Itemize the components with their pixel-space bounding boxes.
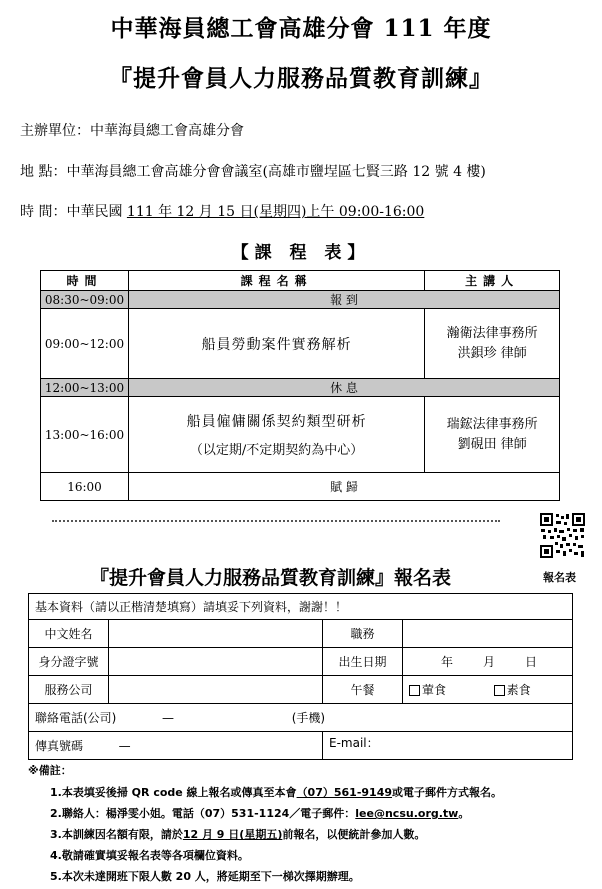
speaker-name: 洪鋇珍 律師	[457, 345, 527, 361]
birth-field[interactable]	[402, 648, 572, 676]
time-value: 111 年 12 月 15 日(星期四)上午 09:00-16:00	[126, 204, 425, 220]
time-prefix: 中華民國	[66, 204, 127, 220]
row-speaker	[425, 397, 560, 473]
row-speaker	[425, 309, 560, 379]
cut-line	[52, 520, 500, 522]
row-time: 12:00~13:00	[41, 379, 129, 397]
meat-label: 葷食	[421, 683, 446, 697]
phone-field[interactable]	[29, 704, 573, 732]
table-row	[41, 397, 560, 473]
birth-day: 日	[525, 655, 538, 669]
row-time: 13:00~16:00	[41, 397, 129, 473]
schedule-header-row	[41, 271, 560, 291]
notes	[28, 762, 502, 887]
id-field[interactable]	[109, 648, 323, 676]
location-info	[20, 161, 486, 181]
name-field[interactable]	[109, 620, 323, 648]
note-text: 。	[458, 807, 470, 820]
row-time: 16:00	[41, 473, 129, 501]
topic-main: 船員僱傭關係契約類型研析	[186, 414, 367, 430]
note-item: 4.敬請確實填妥報名表等各項欄位資料。	[50, 849, 249, 862]
name-label: 中文姓名	[29, 620, 109, 648]
speaker-org: 瀚衛法律事務所	[446, 325, 538, 341]
topic-main: 船員勞動案件實務解析	[201, 336, 352, 353]
row-time: 09:00~12:00	[41, 309, 129, 379]
schedule-table	[40, 270, 560, 501]
basic-info-note: 基本資料（請以正楷清楚填寫）請填妥下列資料，謝謝！！	[29, 594, 573, 620]
birth-year: 年	[440, 655, 453, 669]
organizer-value: 中華海員總工會高雄分會	[90, 123, 244, 139]
table-row	[41, 309, 560, 379]
phone-label: 聯絡電話(公司)	[35, 711, 117, 725]
email-label: E-mail：	[328, 736, 379, 750]
veg-checkbox[interactable]	[494, 685, 505, 696]
deadline: 12 月 9 日(星期五)	[182, 828, 283, 841]
time-info	[20, 201, 424, 221]
fax-dash: —	[118, 739, 131, 753]
veg-label: 素食	[506, 683, 531, 697]
row-topic	[128, 397, 424, 473]
row-topic: 休 息	[128, 379, 559, 397]
email-link[interactable]: lee@ncsu.org.tw	[355, 807, 459, 820]
birth-label: 出生日期	[322, 648, 402, 676]
fax-label: 傳真號碼	[35, 739, 84, 753]
company-field[interactable]	[109, 676, 323, 704]
title-line1: 中華海員總工會高雄分會 111 年度	[110, 15, 492, 42]
location-label: 地 點：	[20, 164, 67, 180]
header-speaker: 主講人	[425, 271, 560, 291]
fax-number: （07）561-9149	[296, 786, 393, 799]
header-topic: 課程名稱	[128, 271, 424, 291]
row-topic	[128, 309, 424, 379]
table-row	[41, 473, 560, 501]
id-label: 身分證字號	[29, 648, 109, 676]
phone-dash: —	[162, 711, 175, 725]
lunch-label: 午餐	[322, 676, 402, 704]
organizer-label: 主辦單位：	[20, 123, 90, 139]
table-row	[41, 291, 560, 309]
note-item	[50, 824, 502, 845]
header-time: 時間	[41, 271, 129, 291]
lunch-field	[402, 676, 572, 704]
title-line2: 『提升會員人力服務品質教育訓練』	[109, 65, 493, 92]
note-text: 1.本表填妥後掃 QR code 線上報名或傳真至本會	[50, 786, 297, 799]
birth-month: 月	[483, 655, 496, 669]
email-field[interactable]	[322, 732, 572, 760]
topic-sub: （以定期/不定期契約為中心）	[189, 443, 364, 458]
note-item	[50, 803, 502, 824]
note-item: 5.本次未達開班下限人數 20 人，將延期至下一梯次擇期辦理。	[50, 870, 360, 883]
company-label: 服務公司	[29, 676, 109, 704]
note-item	[50, 782, 502, 803]
table-row	[41, 379, 560, 397]
row-time: 08:30~09:00	[41, 291, 129, 309]
note-text: 前報名，以便統計參加人數。	[282, 828, 426, 841]
registration-form	[28, 593, 573, 760]
qr-code-icon[interactable]	[540, 513, 585, 558]
fax-field[interactable]	[29, 732, 323, 760]
note-text: 2.聯絡人：楊淨雯小姐。電話（07）531-1124／電子郵件：	[50, 807, 356, 820]
organizer-info	[20, 120, 244, 140]
qr-label: 報名表	[543, 571, 576, 584]
job-title-label: 職務	[322, 620, 402, 648]
registration-title: 『提升會員人力服務品質教育訓練』報名表	[90, 567, 452, 589]
mobile-label: (手機)	[291, 711, 326, 725]
speaker-name: 劉硯田 律師	[457, 436, 527, 452]
row-topic: 報 到	[128, 291, 559, 309]
notes-header: ※備註：	[28, 764, 72, 777]
speaker-org: 瑞鋐法律事務所	[446, 416, 538, 432]
row-topic: 賦 歸	[128, 473, 559, 501]
note-text: 3.本訓練因名額有限，請於	[50, 828, 183, 841]
job-title-field[interactable]	[402, 620, 572, 648]
schedule-title: 【課 程 表】	[231, 243, 371, 263]
location-value: 中華海員總工會高雄分會會議室(高雄市鹽埕區七賢三路 12 號 4 樓)	[66, 164, 486, 180]
meat-checkbox[interactable]	[409, 685, 420, 696]
time-label: 時 間：	[20, 204, 67, 220]
note-text: 或電子郵件方式報名。	[392, 786, 503, 799]
